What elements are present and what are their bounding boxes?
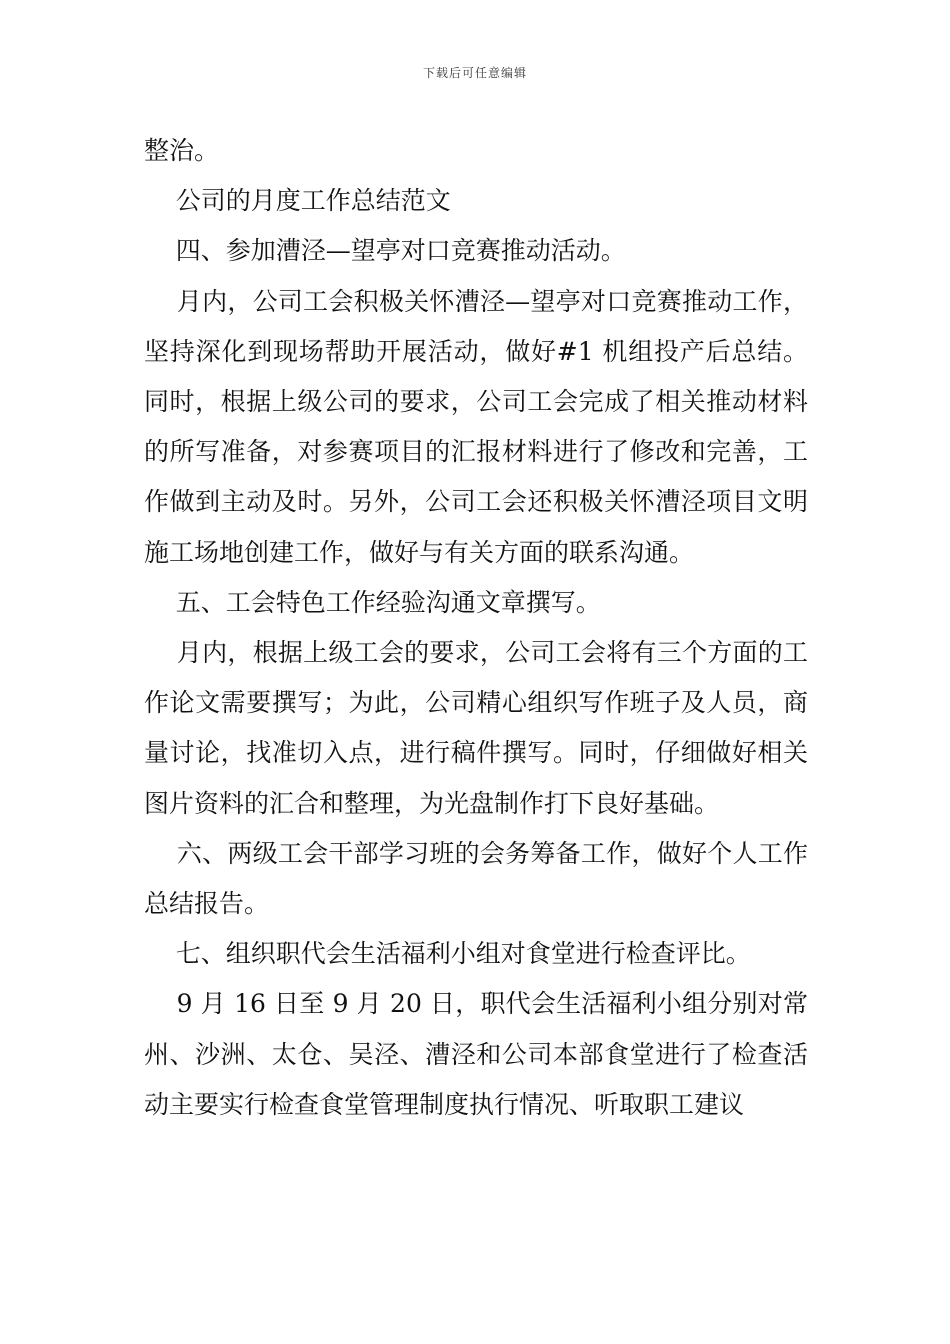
section-body-5: 月内，根据上级工会的要求，公司工会将有三个方面的工作论文需要撰写；为此，公司精心组织写作班子及人员，商量讨论，找准切入点，进行稿件撰写。同时，仔细做好相关图片资料的汇合和整理，为光盘制作打下良好基础。 — [144, 638, 808, 818]
page-header: 下载后可任意编辑 — [422, 66, 527, 80]
section-heading-4: 四、参加漕泾—望亭对口竞赛推动活动。 — [144, 236, 626, 266]
paragraph-continuation: 整治。 — [144, 136, 220, 165]
section-body-4: 月内，公司工会积极关怀漕泾—望亭对口竞赛推动工作，坚持深化到现场帮助开展活动，做好#1 机组投产后总结。同时，根据上级公司的要求，公司工会完成了相关推动材料的所写准备，对参赛项目的汇报材料进行了修改和完善，工作做到主动及时。另外，公司工会还积极关怀漕泾项目文明施工场地创建工作，做好与有关方面的联系沟通。 — [144, 286, 808, 567]
section-heading-5: 五、工会特色工作经验沟通文章撰写。 — [144, 587, 601, 617]
document-title: 公司的月度工作总结范文 — [144, 186, 451, 216]
document-body — [144, 126, 808, 1130]
section-body-7: 9 月 16 日至 9 月 20 日，职代会生活福利小组分别对常州、沙洲、太仓、吴泾、漕泾和公司本部食堂进行了检查活动主要实行检查食堂管理制度执行情况、听取职工建议 — [144, 989, 808, 1119]
section-heading-6: 六、两级工会干部学习班的会务筹备工作，做好个人工作总结报告。 — [144, 838, 808, 919]
section-heading-7: 七、组织职代会生活福利小组对食堂进行检查评比。 — [144, 939, 751, 969]
